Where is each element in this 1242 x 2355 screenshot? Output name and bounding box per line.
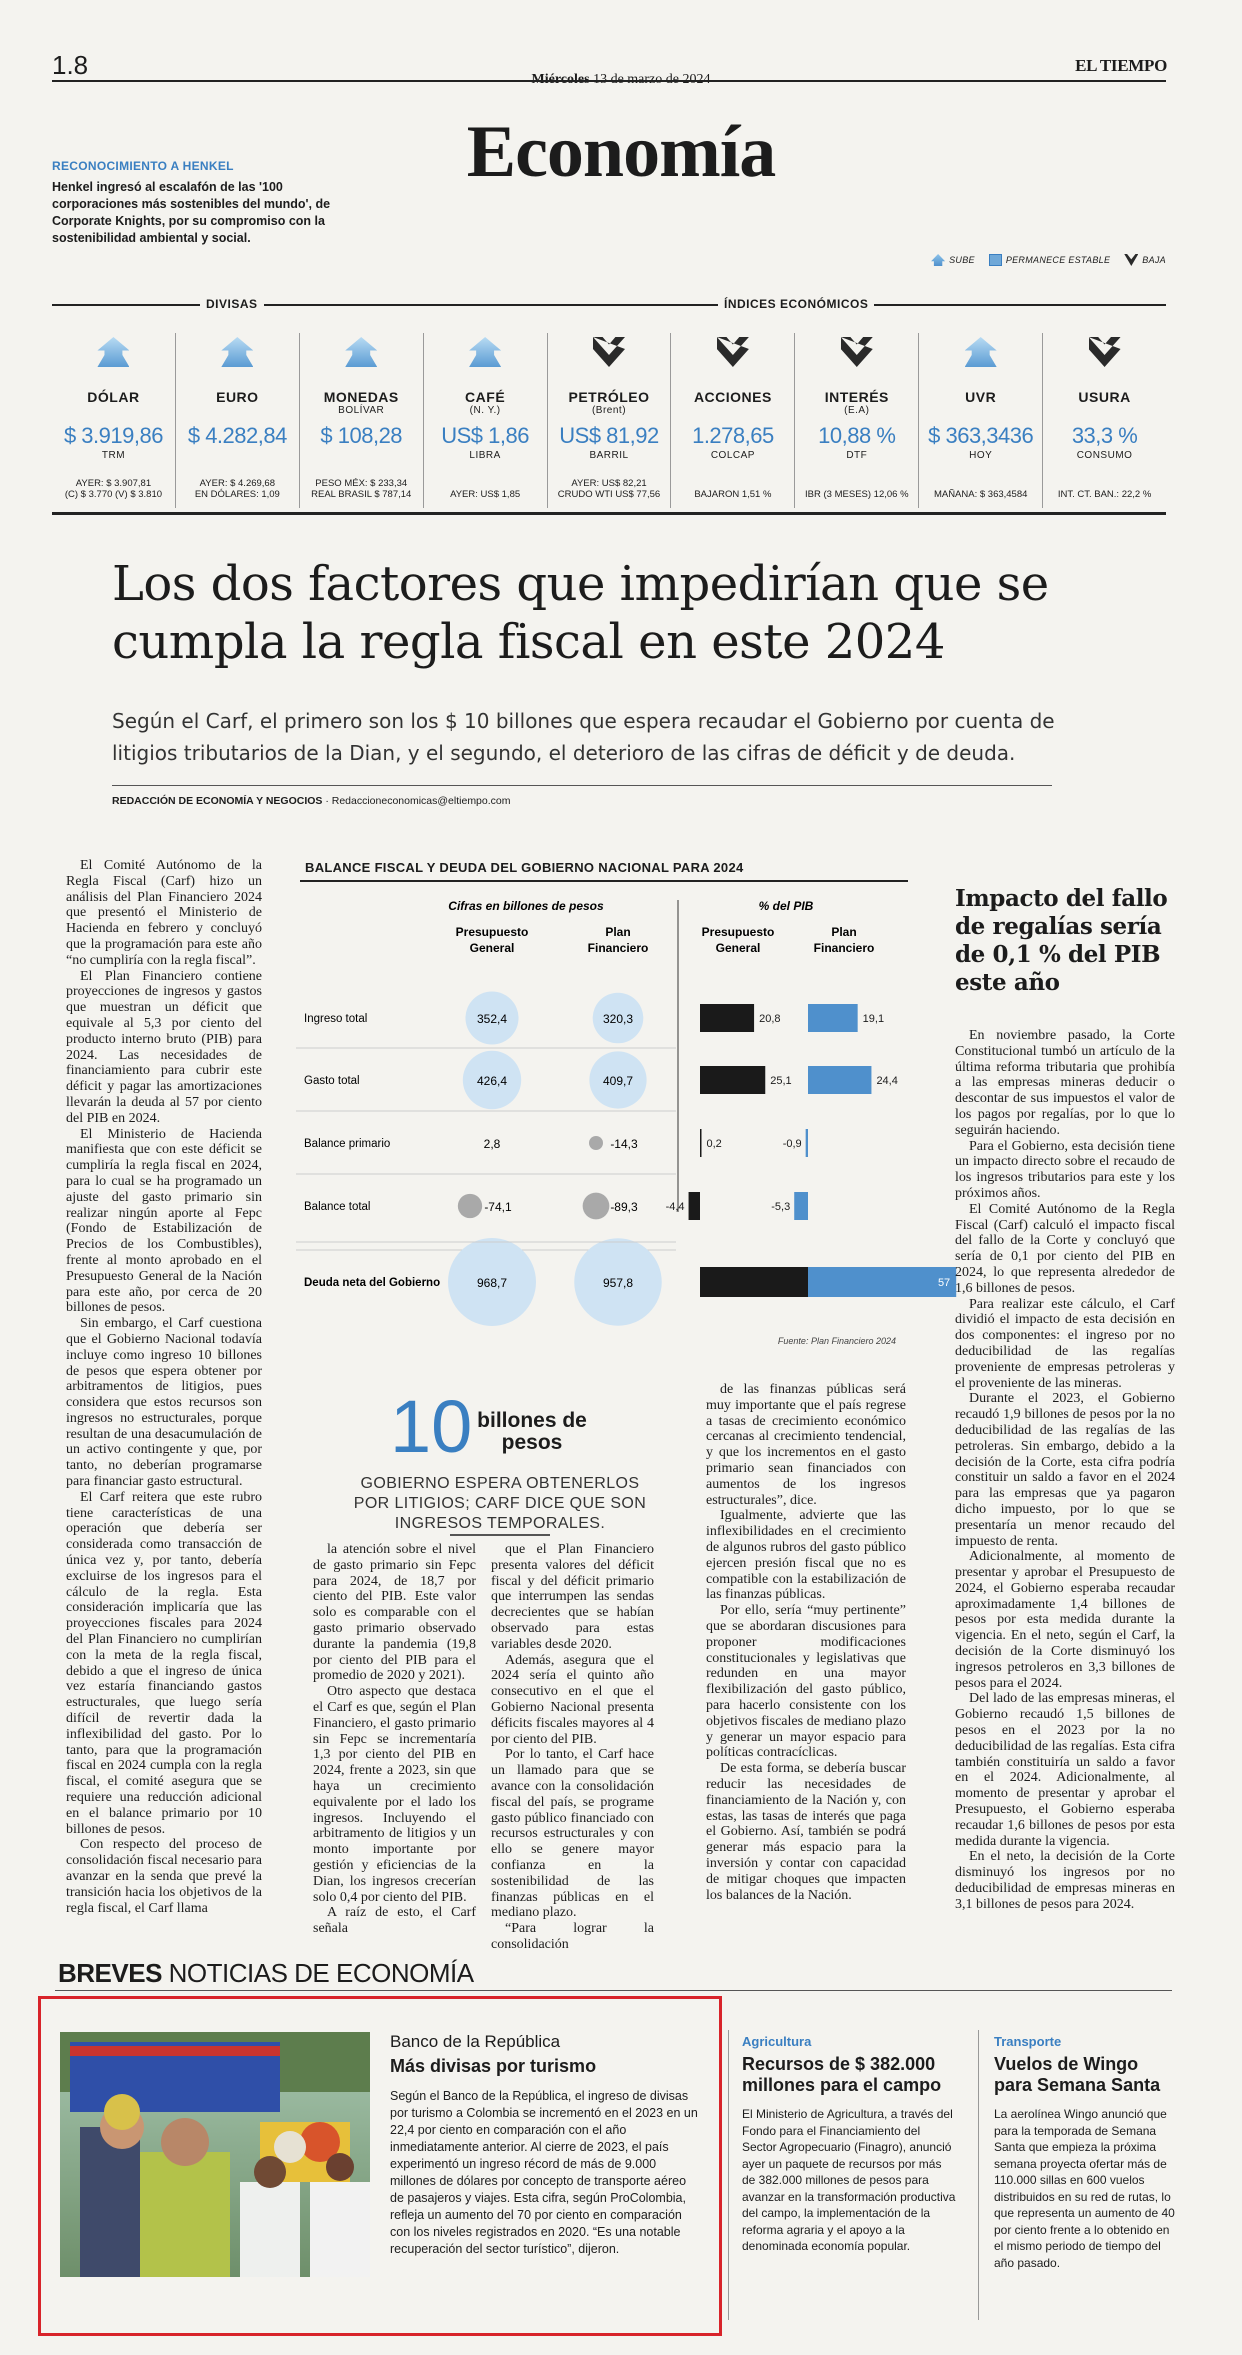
indicator-name: MONEDAS (323, 389, 399, 405)
indicator-unit: BARRIL (589, 450, 629, 461)
indicator-sub: (N. Y.) (469, 405, 501, 416)
indicator-value: US$ 81,92 (559, 423, 659, 448)
chart-source: Fuente: Plan Financiero 2024 (777, 1336, 896, 1346)
indicator-value: 10,88 % (818, 423, 896, 448)
chart-bubble-value: 409,7 (602, 1074, 634, 1088)
indicator-unit: TRM (101, 450, 126, 461)
legend-up-label: SUBE (949, 255, 975, 265)
chart-bar (700, 1066, 765, 1094)
indicator-foot-2: (C) $ 3.770 (V) $ 3.810 (64, 489, 163, 500)
chart-bubble (458, 1194, 482, 1218)
byline-author: REDACCIÓN DE ECONOMÍA Y NEGOCIOS (112, 795, 323, 807)
brief-separator-2 (978, 2030, 979, 2320)
chart-row-label: Balance total (304, 1201, 371, 1213)
indicator-foot-2: AYER: US$ 1,85 (450, 489, 521, 500)
paragraph: En el neto, la decisión de la Corte disminuyó los ingresos por no deducibilidad de empresas mineras en 3,1 billones de pesos para 2024. (955, 1849, 1175, 1912)
breves-heading (58, 1958, 474, 1989)
indicator-sub: BOLÍVAR (338, 405, 385, 416)
page-number: 1.8 (52, 50, 89, 80)
chart-bar-label: 25,1 (770, 1075, 792, 1087)
indicator-unit: LIBRA (469, 450, 501, 461)
pull-quote-unit: billones de pesos (477, 1409, 587, 1454)
trend-legend (931, 254, 1166, 266)
indicator-6 (795, 333, 919, 508)
indicator-5 (671, 333, 795, 508)
chart-title: BALANCE FISCAL Y DEUDA DEL GOBIERNO NACIONAL PARA 2024 (305, 860, 744, 875)
indicator-foot-2: CRUDO WTI US$ 77,56 (557, 489, 661, 500)
paragraph: El Comité Autónomo de la Regla Fiscal (Carf) hizo un análisis del Plan Financiero 2024 que presentó el Ministerio de Hacienda en febrero y concluyó que la programación para este año “no cumpliría con la regla fiscal”. (66, 858, 262, 968)
chart-row-label: Ingreso total (304, 1013, 368, 1025)
article-headline: Los dos factores que impedirían que se cumpla la regla fiscal en este 2024 (112, 556, 1049, 670)
legend-down-label: BAJA (1142, 255, 1166, 265)
paragraph: Igualmente, advierte que las inflexibilidades en el crecimiento de algunos rubros del gasto público ejercen presión fiscal que no es compatible con la estabilización de las finanzas públicas. (706, 1508, 906, 1603)
chart-col-head-2-line2: General (715, 941, 761, 955)
arrow-up-icon (97, 337, 129, 367)
indicator-name: UVR (965, 389, 997, 405)
breves-heading-bold: BREVES (58, 1958, 162, 1988)
article-column-3 (491, 1542, 654, 1953)
paragraph: Durante el 2023, el Gobierno recaudó 1,9 billones de pesos por la no deducibilidad de las regalías de las petroleras. Sin embargo, debido a la decisión de la Corte, esta cifra podría constituir un saldo a favor en el 2024 para las empresas que ya pagaron dicho impuesto, por lo que se presentaría un menor recaudo del impuesto de renta. (955, 1391, 1175, 1549)
indicator-sub: (E.A) (844, 405, 870, 416)
chart-bubble-value: 957,8 (602, 1276, 634, 1290)
chart-bar-label: -5,3 (771, 1201, 791, 1213)
legend-stable (989, 254, 1110, 266)
arrow-down-icon (1124, 254, 1138, 266)
chart-group-billions: Cifras en billones de pesos (448, 899, 604, 913)
paragraph: que el Plan Financiero presenta valores del déficit fiscal y del déficit primario que interrumpen las sendas decrecientes que se habían observado para estas variables desde 2020. (491, 1542, 654, 1652)
indicator-sub (176, 405, 299, 417)
indicator-foot-2: INT. CT. BAN.: 22,2 % (1057, 489, 1152, 500)
paragraph: En noviembre pasado, la Corte Constitucional tumbó un artículo de la última reforma tributaria que prohibía a las empresas mineras deducir o descontar de sus impuestos el valor de los pagos por regalías, por lo que lo seguirán haciendo. (955, 1028, 1175, 1138)
indicator-footnote (795, 489, 918, 500)
paragraph: Con respecto del proceso de consolidación fiscal necesario para avanzar en la senda que prevé la transición hacia los objetivos de la regla fiscal, el Carf llama (66, 1837, 262, 1916)
indicator-foot-1: PESO MÉX: $ 233,34 (315, 478, 408, 489)
indicator-0 (52, 333, 176, 508)
indicator-value: 1.278,65 (692, 423, 774, 448)
section-title: Economía (466, 111, 776, 193)
paragraph: Adicionalmente, al momento de presentar y aprobar el Presupuesto de 2024, el Gobierno esperaba recaudar aproximadamente 1,4 billones de pesos por esta medida durante la vigencia. En el neto, según el Carf, la decisión de la Corte disminuyó los ingresos petroleros en 3,3 billones de pesos para el 2024. (955, 1549, 1175, 1691)
chart-bubble (589, 1136, 603, 1150)
indicator-name: EURO (216, 389, 259, 405)
indicator-sub: (Brent) (591, 405, 627, 416)
sidebar-body (955, 1028, 1175, 1913)
paragraph: la atención sobre el nivel de gasto primario sin Fepc para 2024, de 18,7 por ciento del PIB. Este valor solo es comparable con el gasto primario observado durante la pandemia (19,8 por ciento del PIB para el promedio de 2020 y 2021). (313, 1542, 476, 1684)
paragraph: El Comité Autónomo de la Regla Fiscal (Carf) calculó el impacto fiscal del fallo de la Corte y concluyó que sería de 0,1 por ciento del PIB en 2024, lo que representa alrededor de 1,6 billones de pesos. (955, 1201, 1175, 1296)
indicator-foot-1: AYER: US$ 82,21 (571, 478, 647, 489)
chart-bar-label: 19,1 (862, 1013, 885, 1025)
brief-agri-title: Recursos de $ 382.000 millones para el campo (742, 2054, 942, 2095)
paragraph: Para realizar este cálculo, el Carf dividió el impacto de esta decisión en dos componentes: el ingreso por no deducibilidad de las regalías proveniente de empresas petroleras y el proveniente de las mineras. (955, 1296, 1175, 1391)
arrow-up-icon (469, 337, 501, 367)
indicator-footnote (52, 478, 175, 500)
breves-rule (55, 1990, 1172, 1991)
chart-bubble-value: 2,8 (483, 1137, 501, 1151)
brief-agri-body: El Ministerio de Agricultura, a través del Fondo para el Financiamiento del Sector Agropecuario (Finagro), anunció ayer un paquete de recursos por más de 382.000 millones de pesos para avanzar en la transformación productiva del campo, la implementación de la reforma agraria y el apoyo a la denominada economía popular. (742, 2107, 956, 2253)
sidebar-title: Impacto del fallo de regalías sería de 0,1 % del PIB este año (955, 885, 1168, 996)
chart-row-label: Balance primario (304, 1138, 391, 1150)
indicator-sub (919, 405, 1042, 417)
arrow-down-icon (841, 337, 873, 367)
indicator-name: DÓLAR (87, 389, 140, 405)
indicator-sub (52, 405, 175, 417)
paragraph: Del lado de las empresas mineras, el Gobierno recaudó 1,5 billones de pesos en el 2023 por la no deducibilidad de las regalías. Esta cifra también constituiría un saldo a favor en el 2024. Adicionalmente, al momento de presentar y aprobar el Presupuesto, el Gobierno esperaba recaudar 1,6 billones de pesos por esta medida durante la vigencia. (955, 1691, 1175, 1849)
arrow-down-icon (593, 337, 625, 367)
brief-separator-1 (728, 2030, 729, 2320)
paragraph: El Plan Financiero contiene proyecciones de ingresos y gastos que muestran un déficit que equivale al 5,3 por ciento del producto interno bruto (PIB) para 2024. Las necesidades de financiamiento para cubrir este déficit y pagar las amortizaciones llevarán la deuda al 57 por ciento del PIB en 2024. (66, 968, 262, 1126)
indicator-2 (300, 333, 424, 508)
paragraph: El Carf reitera que este rubro tiene características de una operación que debería ser considerada como transacción de única vez y, por tanto, debería excluirse de los ingresos para el cálculo de la regla. Esta consideración implicaría que las proyecciones fiscales para 2024 del Plan Financiero no cumplirían con la meta de la regla fiscal, debido a que el ingreso de única vez estaría financiando gastos estructurales, que luego sería difícil de revertir dada la inflexibilidad del gasto. Por lo tanto, para que la programación fiscal en 2024 cumpla con la regla fiscal, el comité asegura que se requiere una reducción adicional en el balance primario por 10 billones de pesos. (66, 1489, 262, 1837)
indicator-foot-1: AYER: $ 3.907,81 (75, 478, 152, 489)
chart-col-head-1: Plan (605, 925, 631, 939)
indicator-unit: DTF (846, 450, 868, 461)
indicator-foot-2: MAÑANA: $ 363,4584 (933, 489, 1028, 500)
indicators-bottom-rule (52, 512, 1166, 515)
indicator-value: 33,3 % (1071, 423, 1138, 448)
promo-kicker: RECONOCIMIENTO A HENKEL (52, 159, 234, 173)
chart-bar (806, 1129, 808, 1157)
chart-bar-label: 24,4 (876, 1075, 898, 1087)
chart-bubble-value: -89,3 (610, 1200, 638, 1214)
indicator-unit: CONSUMO (1076, 450, 1133, 461)
chart-bubble-value: 320,3 (602, 1012, 634, 1026)
indicator-name: CAFÉ (465, 389, 506, 405)
paragraph: Por lo tanto, el Carf hace un llamado para que se avance con la consolidación fiscal del país, se programe gasto público financiado con recursos estructurales y con ello se genere mayor confianza en la sostenibilidad de las finanzas públicas en el mediano plazo. (491, 1747, 654, 1921)
indicator-foot-1: AYER: $ 4.269,68 (199, 478, 276, 489)
chart-bar-label: 57 (937, 1277, 951, 1289)
indicator-4 (548, 333, 672, 508)
arrow-up-icon (965, 337, 997, 367)
top-rule (52, 80, 1166, 82)
brief-transport-kicker: Transporte (994, 2034, 1062, 2049)
brief-transport-title: Vuelos de Wingo para Semana Santa (994, 2054, 1161, 2095)
chart-bubble-value: 968,7 (476, 1276, 508, 1290)
indicator-value: $ 108,28 (320, 423, 403, 448)
brief-main-body: Según el Banco de la República, el ingreso de divisas por turismo a Colombia se incrementó en el 2023 en un 22,4 por ciento en comparación con el año inmediatamente anterior. Al cierre de 2023, el país experimentó un ingreso récord de más de 9.000 millones de dólares por concepto de transporte aéreo de pasajeros y viajes. Esta cifra, según ProColombia, refleja un aumento del 70 por ciento en comparación con los niveles registrados en 2020. “Es una notable recuperación del sector turístico”, dijeron. (390, 2089, 698, 2256)
indices-label: ÍNDICES ECONÓMICOS (718, 297, 874, 311)
arrow-down-icon (1089, 337, 1121, 367)
indicator-sub (671, 405, 794, 417)
chart-bubble-value: -74,1 (484, 1200, 512, 1214)
chart-group-pib: % del PIB (758, 899, 814, 913)
chart-bar-label: 20,8 (759, 1013, 781, 1025)
chart-bar (808, 1066, 871, 1094)
indicator-foot-2: EN DÓLARES: 1,09 (194, 489, 280, 500)
chart-bar (794, 1192, 808, 1220)
indicator-name: INTERÉS (824, 389, 889, 405)
indicator-8 (1043, 333, 1166, 508)
fiscal-balance-chart (296, 882, 951, 1358)
paragraph: Además, asegura que el 2024 sería el quinto año consecutivo en el que el Gobierno Nacional presenta déficits fiscales mayores al 4 por ciento del PIB. (491, 1652, 654, 1747)
divisas-label: DIVISAS (200, 297, 264, 311)
indicator-foot-2: REAL BRASIL $ 787,14 (311, 489, 412, 500)
indicator-unit: HOY (969, 450, 993, 461)
chart-bar-label: -4,4 (665, 1201, 685, 1213)
indicator-footnote (919, 489, 1042, 500)
indicator-footnote (671, 489, 794, 500)
pull-quote-number: 10 (390, 1385, 473, 1468)
tourism-photo-image (60, 2032, 370, 2277)
brief-transport-body: La aerolínea Wingo anunció que para la temporada de Semana Santa que empieza la próxima semana proyecta ofertar más de 110.000 sillas en 600 vuelos distribuidos en su red de rutas, lo que representa un aumento de 40 por ciento frente a lo obtenido en el mismo periodo de tiempo del año pasado. (994, 2107, 1175, 2270)
brief-main-title: Más divisas por turismo (390, 2056, 597, 2076)
chart-bar-label: -0,9 (782, 1138, 802, 1150)
indicator-footnote (548, 478, 671, 500)
legend-stable-label: PERMANECE ESTABLE (1005, 255, 1111, 265)
arrow-up-icon (345, 337, 377, 367)
chart-bar (689, 1192, 700, 1220)
promo-text: Henkel ingresó al escalafón de las '100 corporaciones más sostenibles del mundo', de Corporate Knights, por su compromiso con la sostenibilidad ambiental y social. (52, 180, 331, 245)
indicator-value: $ 363,3436 (928, 423, 1034, 448)
indicator-name: ACCIONES (693, 389, 772, 405)
byline-email: · Redaccioneconomicas@eltiempo.com (322, 795, 511, 807)
tourism-photo (60, 2032, 370, 2277)
article-column-1 (66, 858, 262, 1916)
indicator-name: PETRÓLEO (568, 389, 650, 405)
chart-bar (700, 1129, 702, 1157)
stable-icon (989, 254, 1002, 266)
indicators-row (52, 333, 1166, 508)
chart-bubble-value: 352,4 (476, 1012, 508, 1026)
indicator-value: $ 4.282,84 (187, 423, 287, 448)
chart-row-label: Gasto total (304, 1075, 360, 1087)
chart-col-head-3: Plan (831, 925, 857, 939)
breves-heading-rest: NOTICIAS DE ECONOMÍA (161, 1958, 474, 1988)
legend-down (1124, 254, 1166, 266)
chart-bubble (583, 1193, 610, 1220)
paragraph: de las finanzas públicas será muy importante que el país regrese a tasas de crecimiento económico cercanas al crecimiento tendencial, y que los incrementos en el gasto primario sean financiados con aumentos de los ingresos estructurales”, dice. (706, 1382, 906, 1508)
indicator-footnote (176, 478, 299, 500)
chart-bar-label: 0,2 (706, 1138, 722, 1150)
pull-quote-text: GOBIERNO ESPERA OBTENERLOS POR LITIGIOS; CARF DICE QUE SON INGRESOS TEMPORALES. (353, 1475, 647, 1532)
paragraph: De esta forma, se debería buscar reducir las necesidades de financiamiento de la Nación y, con estas, las tasas de interés que paga el Gobierno. Así, también se podrá generar más espacio para la inversión y contar con capacidad de mitigar choques que impacten los balances de la Nación. (706, 1761, 906, 1903)
brief-main-kicker: Banco de la República (390, 2032, 561, 2051)
indicator-sub (1043, 405, 1166, 417)
chart-bar (808, 1004, 858, 1032)
indicators-header (52, 297, 1166, 311)
chart-bubble-value: -14,3 (610, 1137, 638, 1151)
chart-bubble-value: 426,4 (476, 1074, 508, 1088)
paragraph: A raíz de esto, el Carf señala (313, 1905, 476, 1937)
chart-col-head-2: Presupuesto (701, 925, 775, 939)
indicator-unit: COLCAP (710, 450, 755, 461)
chart-col-head-0: Presupuesto (455, 925, 529, 939)
article-column-2 (313, 1542, 476, 1937)
arrow-up-icon (931, 254, 945, 266)
chart-bar (700, 1004, 754, 1032)
indicator-footnote (1043, 489, 1166, 500)
arrow-up-icon (221, 337, 253, 367)
paragraph: El Ministerio de Hacienda manifiesta que con este déficit se cumpliría la regla fiscal en 2024, para lo cual se ha programado un ajuste del gasto primario sin realizar ningún aporte al Fepc (Fondo de Estabilización de Precios de los Combustibles), frente al monto aprobado en el Presupuesto General de la Nación para este año, por cerca de 20 billones de pesos. (66, 1126, 262, 1316)
chart-col-head-1-line2: Financiero (587, 941, 649, 955)
indicator-footnote (300, 478, 423, 500)
article-deck: Según el Carf, el primero son los $ 10 billones que espera recaudar el Gobierno por cuenta de litigios tributarios de la Dian, y el segundo, el deterioro de las cifras de déficit y de deuda. (112, 709, 1055, 765)
arrow-down-icon (717, 337, 749, 367)
newspaper-logo: EL TIEMPO (1075, 56, 1167, 75)
indicator-name: USURA (1078, 389, 1131, 405)
legend-up (931, 254, 975, 266)
deck-rule (112, 785, 1052, 786)
chart-row-label: Deuda neta del Gobierno (304, 1277, 441, 1289)
paragraph: Sin embargo, el Carf cuestiona que el Gobierno Nacional todavía incluye como ingreso 10 billones de pesos que espera obtener por arbitramentos de litigios, pues considera que estos recursos son ingresos no estructurales, porque resultan de una desacumulación de un activo contingente y que, por tanto, no deberían programarse para financiar gasto estructural. (66, 1316, 262, 1490)
brief-agri-kicker: Agricultura (742, 2034, 812, 2049)
indicator-foot-2: BAJARON 1,51 % (694, 489, 772, 500)
chart-bar (808, 1267, 956, 1297)
paragraph: Otro aspecto que destaca el Carf es que, según el Plan Financiero, el gasto primario sin Fepc se incrementaría 1,3 por ciento del PIB en 2024, frente a 2023, sin que haya un crecimiento equivalente por el lado los ingresos. Incluyendo el arbitramento de litigios y un monto importante por gestión y eficiencias de la Dian, los ingresos crecerían solo 0,4 por ciento del PIB. (313, 1684, 476, 1905)
pull-quote-rule (450, 1534, 550, 1536)
paragraph: “Para lograr la consolidación (491, 1921, 654, 1952)
indicator-1 (176, 333, 300, 508)
paragraph: Para el Gobierno, esta decisión tiene un impacto directo sobre el recaudo de los ingresos tributarios para este y los próximos años. (955, 1138, 1175, 1201)
chart-col-head-3-line2: Financiero (813, 941, 875, 955)
article-column-4 (706, 1382, 906, 1903)
indicator-footnote (424, 489, 547, 500)
indicator-value: US$ 1,86 (441, 423, 529, 448)
indicator-3 (424, 333, 548, 508)
indicator-value: $ 3.919,86 (63, 423, 163, 448)
byline (112, 795, 511, 807)
chart-col-head-0-line2: General (469, 941, 515, 955)
indicator-7 (919, 333, 1043, 508)
indicator-foot-2: IBR (3 MESES) 12,06 % (805, 489, 909, 500)
paragraph: Por ello, sería “muy pertinente” que se abordaran discusiones para proponer modificaciones constitucionales y legislativas que redunden en una mayor flexibilización del gasto público, para hacerlo consistente con los objetivos fiscales de mediano plazo y generar un mayor espacio para políticas contracíclicas. (706, 1603, 906, 1761)
